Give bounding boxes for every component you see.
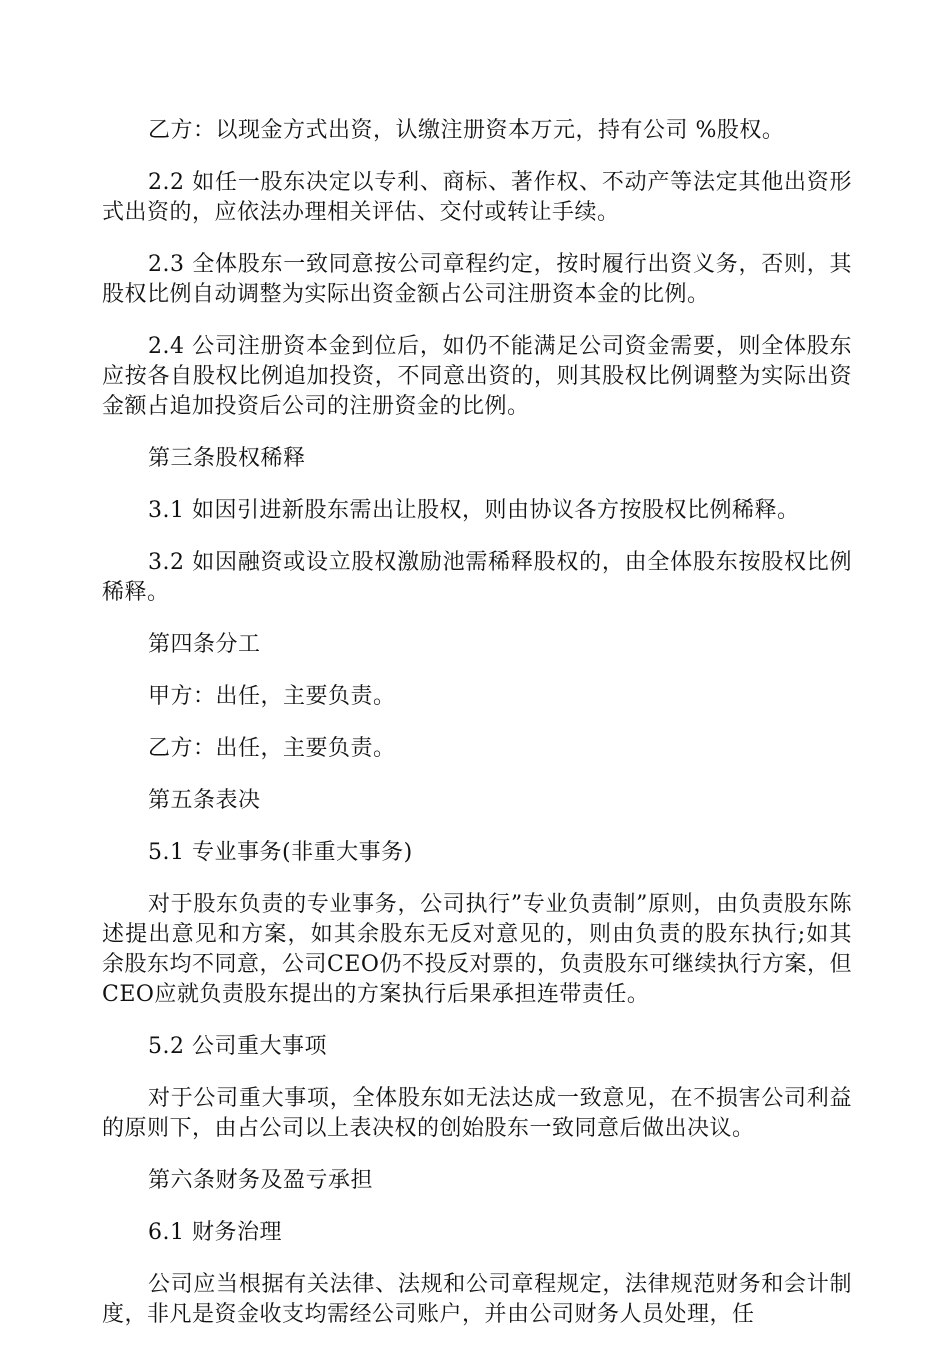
paragraph-finance-governance: 公司应当根据有关法律、法规和公司章程规定，法律规范财务和会计制度，非凡是资金收支均需经公司账户，并由公司财务人员处理，任 bbox=[102, 1272, 852, 1327]
paragraph-3-2: 3.2 如因融资或设立股权激励池需稀释股权的，由全体股东按股权比例稀释。 bbox=[102, 550, 852, 605]
paragraph-2-3: 2.3 全体股东一致同意按公司章程约定，按时履行出资义务，否则，其股权比例自动调整为实际出资金额占公司注册资本金的比例。 bbox=[102, 252, 852, 307]
heading-article-6: 第六条财务及盈亏承担 bbox=[148, 1168, 374, 1193]
document-page bbox=[102, 116, 852, 1352]
heading-article-5: 第五条表决 bbox=[148, 788, 261, 813]
paragraph-major-matters: 对于公司重大事项，全体股东如无法达成一致意见，在不损害公司利益的原则下，由占公司以上表决权的创始股东一致同意后做出决议。 bbox=[102, 1086, 852, 1141]
paragraph-party-b-capital: 乙方：以现金方式出资，认缴注册资本万元，持有公司 %股权。 bbox=[148, 118, 785, 143]
paragraph-3-1: 3.1 如因引进新股东需出让股权，则由协议各方按股权比例稀释。 bbox=[148, 498, 800, 523]
heading-article-3: 第三条股权稀释 bbox=[148, 446, 306, 471]
subheading-5-1: 5.1 专业事务(非重大事务) bbox=[148, 840, 413, 865]
subheading-6-1: 6.1 财务治理 bbox=[148, 1220, 282, 1245]
paragraph-2-4: 2.4 公司注册资本金到位后，如仍不能满足公司资金需要，则全体股东应按各自股权比例追加投资，不同意出资的，则其股权比例调整为实际出资金额占追加投资后公司的注册资金的比例。 bbox=[102, 334, 852, 419]
paragraph-party-b-role: 乙方：出任，主要负责。 bbox=[148, 736, 396, 761]
heading-article-4: 第四条分工 bbox=[148, 632, 261, 657]
paragraph-2-2: 2.2 如任一股东决定以专利、商标、著作权、不动产等法定其他出资形式出资的，应依法办理相关评估、交付或转让手续。 bbox=[102, 170, 852, 225]
paragraph-professional-affairs: 对于股东负责的专业事务，公司执行”专业负责制”原则，由负责股东陈述提出意见和方案，如其余股东无反对意见的，则由负责的股东执行;如其余股东均不同意，公司CEO仍不投反对票的，负责股东可继续执行方案，但CEO应就负责股东提出的方案执行后果承担连带责任。 bbox=[102, 892, 852, 1007]
paragraph-party-a-role: 甲方：出任，主要负责。 bbox=[148, 684, 396, 709]
subheading-5-2: 5.2 公司重大事项 bbox=[148, 1034, 327, 1059]
